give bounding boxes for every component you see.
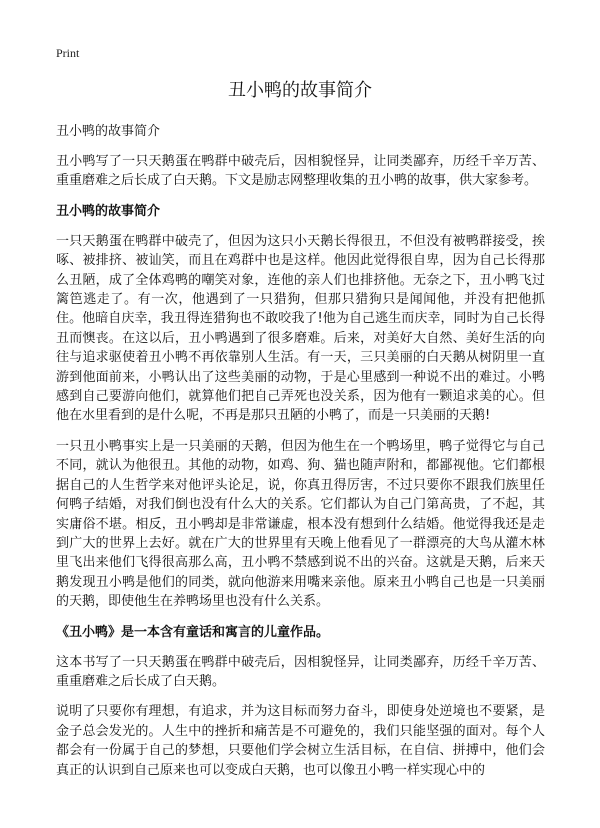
book-paragraph-1: 这本书写了一只天鹅蛋在鸭群中破壳后，因相貌怪异，让同类鄙弃，历经千辛万苦、重重磨难之后长成了白天鹅。: [56, 654, 545, 689]
book-paragraph-2: 说明了只要你有理想，有追求，并为这目标而努力奋斗，即使身处逆境也不要紧，是金子总会发光的。人生中的挫折和痛苦是不可避免的，我们只能坚强的面对。每个人都会有一份属于自己的梦想，只要他们学会树立生活目标，在自信、拼搏中，他们会真正的认识到自己原来也可以变成白天鹅，也可以像丑小鸭一样实现心中的: [56, 704, 545, 778]
intro-paragraph: 丑小鸭写了一只天鹅蛋在鸭群中破壳后，因相貌怪异，让同类鄙弃，历经千辛万苦、重重磨难之后长成了白天鹅。下文是励志网整理收集的丑小鸭的故事，供大家参考。: [56, 154, 545, 189]
summary-paragraph-1: 一只天鹅蛋在鸭群中破壳了，但因为这只小天鹅长得很丑，不但没有被鸭群接受，挨啄、被排挤、被讪笑，而且在鸡群中也是这样。他因此觉得很自卑，因为自己长得那么丑陋，成了全体鸡鸭的嘲笑对象，连他的亲人们也排挤他。无奈之下，丑小鸭飞过篱笆逃走了。有一次，他遇到了一只猎狗，但那只猎狗只是闻闻他，并没有把他抓住。他暗自庆幸，我丑得连猎狗也不敢咬我了!他为自己逃生而庆幸，同时为自己长得丑而懊丧。在这以后，丑小鸭遇到了很多磨难。后来，对美好大自然、美好生活的向往与追求驱使着丑小鸭不再依靠别人生活。有一天，三只美丽的白天鹅从树阴里一直游到他面前来，小鸭认出了这些美丽的动物，于是心里感到一种说不出的难过。小鸭感到自己要游向他们，就算他们把自己弄死也没关系，因为他有一颗追求美的心。但他在水里看到的是什么呢，不再是那只丑陋的小鸭了，而是一只美丽的天鹅!: [56, 233, 545, 424]
article-body: [56, 122, 545, 791]
page-title: 丑小鸭的故事简介: [228, 80, 372, 101]
summary-paragraph-2: 一只丑小鸭事实上是一只美丽的天鹅，但因为他生在一个鸭场里，鸭子觉得它与自己不同，就认为他很丑。其他的动物，如鸡、狗、猫也随声附和，都鄙视他。它们都根据自己的人生哲学来对他评头论足，说，你真丑得厉害，不过只要你不跟我们族里任何鸭子结婚，对我们倒也没有什么大的关系。它们都认为自己门第高贵，了不起，其实庸俗不堪。相反，丑小鸭却是非常谦虚，根本没有想到什么结婚。他觉得我还是走到广大的世界上去好。就在广大的世界里有天晚上他看见了一群漂亮的大鸟从灌木林里飞出来他们飞得很高那么高，丑小鸭不禁感到说不出的兴奋。这就是天鹅，后来天鹅发现丑小鸭是他们的同类，就向他游来用嘴来亲他。原来丑小鸭自己也是一只美丽的天鹅，即使他生在养鸭场里也没有什么关系。: [56, 438, 545, 610]
section-heading-book: 《丑小鸭》是一本含有童话和寓言的儿童作品。: [56, 624, 330, 640]
section-heading-summary: 丑小鸭的故事简介: [56, 203, 161, 219]
print-link[interactable]: Print: [56, 46, 80, 60]
article-subtitle: 丑小鸭的故事简介: [56, 124, 161, 139]
